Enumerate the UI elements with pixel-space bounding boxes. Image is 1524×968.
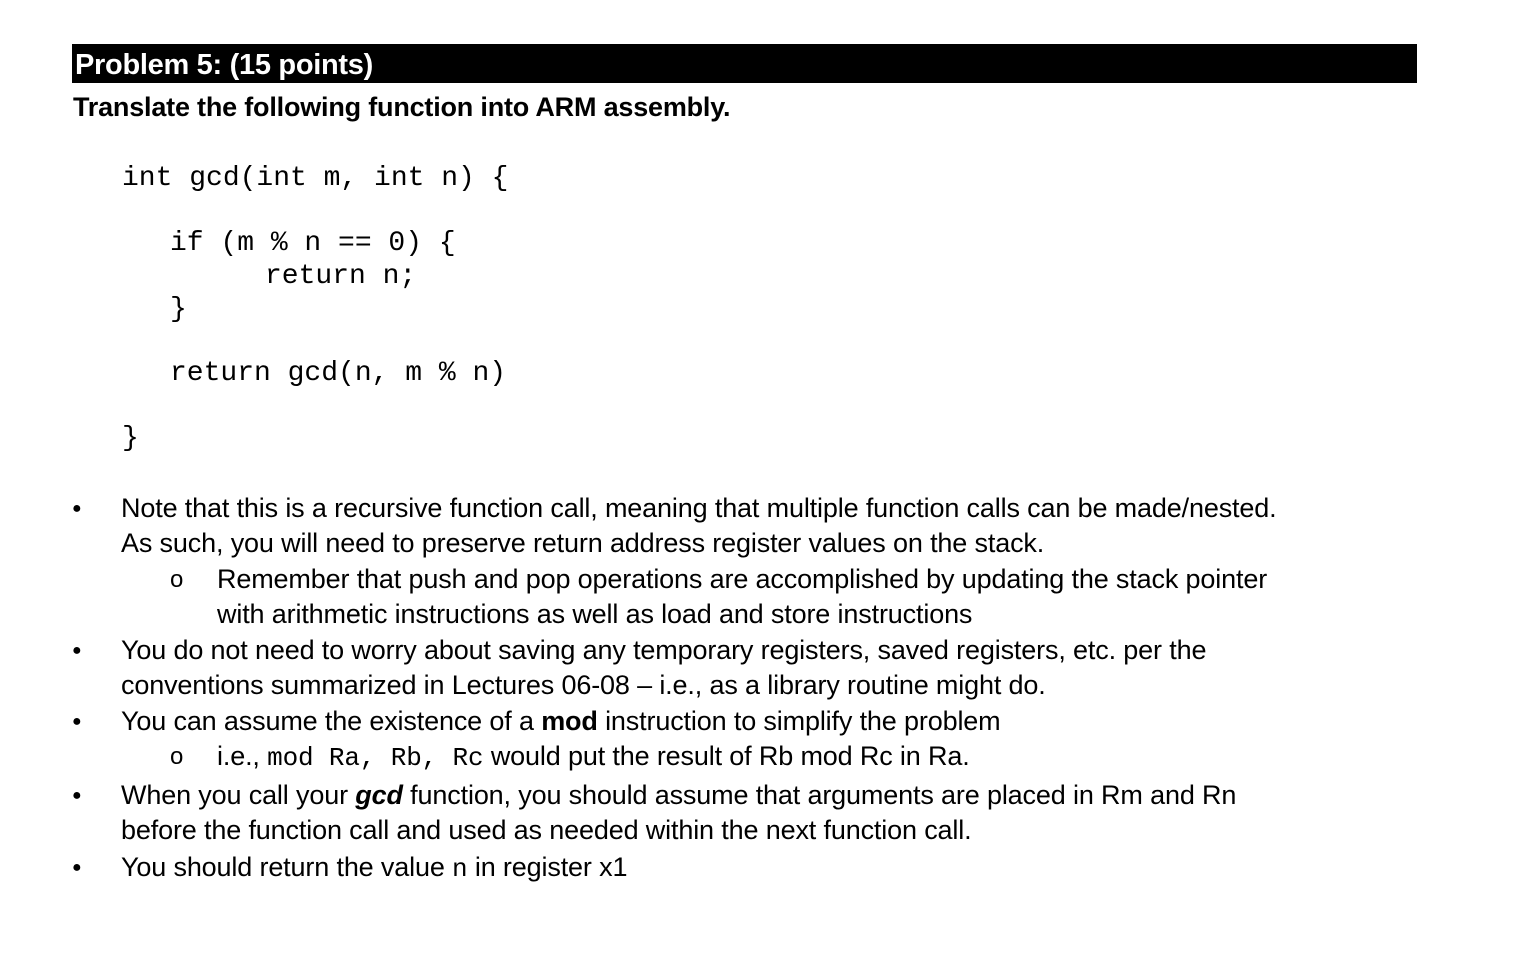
code-line-4: } — [170, 294, 187, 325]
code-line-6: } — [122, 423, 139, 454]
bullet-marker-2: ● — [72, 642, 82, 659]
bullet-1-line-1: Note that this is a recursive function call, meaning that multiple function calls can be made/nested. — [121, 493, 1277, 523]
sub-bullet-marker-1: o — [170, 566, 184, 593]
bullet-3-text-pre: You can assume the existence of a — [121, 706, 542, 736]
bullet-4-line-2: before the function call and used as needed within the next function call. — [121, 815, 972, 845]
sub-bullet-marker-2: o — [170, 743, 184, 770]
code-line-5: return gcd(n, m % n) — [170, 358, 507, 389]
bullet-5-line-1 — [121, 852, 627, 884]
bullet-2-line-2: conventions summarized in Lectures 06-08 – i.e., as a library routine might do. — [121, 670, 1046, 700]
bullet-marker-1: ● — [72, 500, 82, 517]
bullet-marker-3: ● — [72, 713, 82, 730]
bullet-3-sub-line — [217, 741, 970, 773]
bullet-5-text-pre: You should return the value — [121, 852, 453, 882]
code-line-1: int gcd(int m, int n) { — [122, 163, 509, 194]
bullet-4-text-post: function, you should assume that arguments are placed in Rm and Rn — [402, 780, 1237, 810]
bullet-3-text-post: instruction to simplify the problem — [597, 706, 1001, 736]
bullet-5-code-n: n — [452, 854, 468, 884]
problem-title: Problem 5: (15 points) — [72, 44, 1417, 83]
bullet-1-sub-line-1: Remember that push and pop operations are accomplished by updating the stack pointer — [217, 564, 1268, 594]
bullet-3-sub-post: would put the result of Rb mod Rc in Ra. — [483, 741, 970, 771]
bullet-3-mod-keyword: mod — [541, 706, 598, 736]
bullet-1-sub-line-2: with arithmetic instructions as well as load and store instructions — [217, 599, 973, 629]
bullet-2-line-1: You do not need to worry about saving any temporary registers, saved registers, etc. per the — [121, 635, 1207, 665]
bullet-3-line-1 — [121, 706, 1001, 737]
bullet-3-sub-code: mod Ra, Rb, Rc — [267, 743, 484, 773]
bullet-4-gcd-emphasis: gcd — [355, 780, 403, 810]
bullet-marker-5: ● — [72, 859, 82, 876]
code-line-2: if (m % n == 0) { — [170, 228, 456, 259]
bullet-1-line-2: As such, you will need to preserve return address register values on the stack. — [121, 528, 1045, 558]
bullet-4-line-1 — [121, 780, 1236, 811]
bullet-marker-4: ● — [72, 787, 82, 804]
bullet-5-text-post: in register x1 — [467, 852, 628, 882]
bullet-3-sub-pre: i.e., — [217, 741, 268, 771]
code-line-3: return n; — [265, 261, 417, 292]
problem-instruction: Translate the following function into ARM assembly. — [73, 92, 731, 122]
bullet-4-text-pre: When you call your — [121, 780, 356, 810]
